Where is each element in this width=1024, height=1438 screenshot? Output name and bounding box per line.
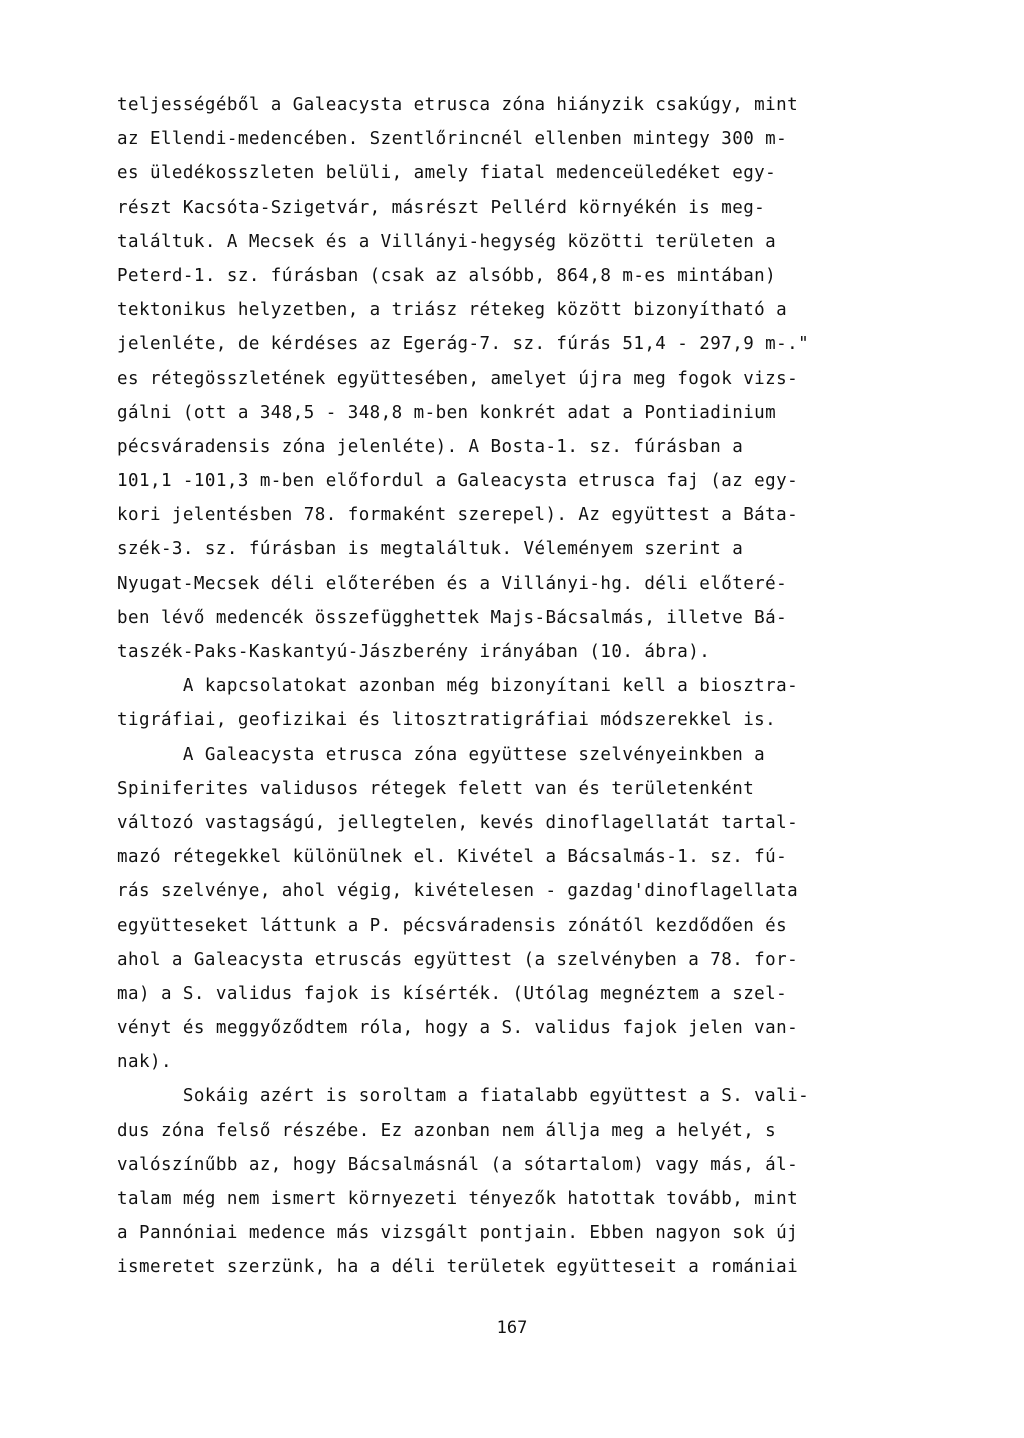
text-line: jelenléte, de kérdéses az Egerág-7. sz. fúrás 51,4 - 297,9 m-." [117,334,810,355]
text-line: Nyugat-Mecsek déli előterében és a Villányi-hg. déli előteré- [117,573,788,594]
text-line: A kapcsolatokat azonban még bizonyítani kell a biosztra- [117,676,799,697]
text-line: ma) a S. validus fajok is kísérték. (Utólag megnéztem a szel- [117,983,788,1004]
text-line: es rétegösszletének együttesében, amelyet újra meg fogok vizs- [117,368,799,389]
page-number: 167 [496,1318,528,1338]
text-line: gálni (ott a 348,5 - 348,8 m-ben konkrét adat a Pontiadinium [117,402,777,423]
text-line: az Ellendi-medencében. Szentlőrincnél ellenben mintegy 300 m- [117,129,788,150]
text-line: a Pannóniai medence más vizsgált pontjain. Ebben nagyon sok új [117,1223,799,1244]
text-line: részt Kacsóta-Szigetvár, másrészt Pellérd környékén is meg- [117,197,766,218]
text-line: mazó rétegekkel különülnek el. Kivétel a Bácsalmás-1. sz. fú- [117,847,788,868]
text-line: szék-3. sz. fúrásban is megtaláltuk. Véleményem szerint a [117,539,744,560]
text-line: 101,1 -101,3 m-ben előfordul a Galeacysta etrusca faj (az egy- [117,471,799,492]
text-line: Peterd-1. sz. fúrásban (csak az alsóbb, 864,8 m-es mintában) [117,265,777,286]
text-line: teljességéből a Galeacysta etrusca zóna hiányzik csakúgy, mint [117,95,799,115]
text-line: Spiniferites validusos rétegek felett van és területenként [117,778,755,799]
text-line: dus zóna felső részébe. Ez azonban nem állja meg a helyét, s [117,1120,777,1141]
text-line: rás szelvénye, ahol végig, kivételesen - gazdag'dinoflagellata [117,881,799,902]
text-line: kori jelentésben 78. formaként szerepel). Az együttest a Báta- [117,505,799,526]
text-line: A Galeacysta etrusca zóna együttese szelvényeinkben a [117,744,766,765]
text-line: tigráfiai, geofizikai és litosztratigráfiai módszerekkel is. [117,710,777,731]
text-line: taszék-Paks-Kaskantyú-Jászberény irányában (10. ábra). [117,642,711,662]
text-line: es üledékosszleten belüli, amely fiatal medenceüledéket egy- [117,163,777,184]
text-line: találtuk. A Mecsek és a Villányi-hegység közötti területen a [117,231,777,252]
text-line: nak). [117,1052,172,1073]
text-line: együtteseket láttunk a P. pécsváradensis zónától kezdődően és [117,915,788,936]
text-line: változó vastagságú, jellegtelen, kevés dinoflagellatát tartal- [117,812,799,833]
text-line: ben lévő medencék összefügghettek Majs-Bácsalmás, illetve Bá- [117,607,788,628]
text-line: ismeretet szerzünk, ha a déli területek együtteseit a romániai [117,1257,799,1278]
text-line: valószínűbb az, hogy Bácsalmásnál (a sótartalom) vagy más, ál- [117,1154,799,1175]
text-line: talam még nem ismert környezeti tényezők hatottak tovább, mint [117,1189,799,1209]
text-line: pécsváradensis zóna jelenléte). A Bosta-1. sz. fúrásban a [117,436,744,457]
text-line: tektonikus helyzetben, a triász rétekeg között bizonyítható a [117,300,788,321]
text-line: ahol a Galeacysta etruscás együttest (a szelvényben a 78. for- [117,949,799,970]
body-text [117,88,967,1285]
text-line: Sokáig azért is soroltam a fiatalabb együttest a S. vali- [117,1086,810,1107]
text-line: vényt és meggyőződtem róla, hogy a S. validus fajok jelen van- [117,1018,799,1039]
